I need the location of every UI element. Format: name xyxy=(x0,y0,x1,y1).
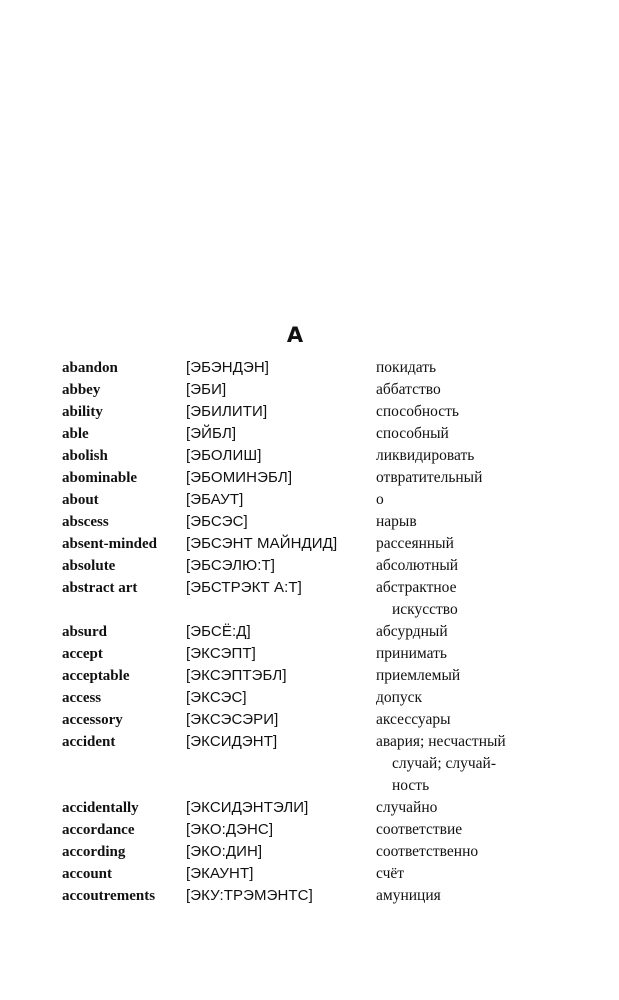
dictionary-entry xyxy=(0,885,619,907)
entry-headword: abolish xyxy=(62,448,108,464)
entry-pronunciation: [ЭБСЭС] xyxy=(186,513,248,530)
translation-line: абсурдный xyxy=(376,623,448,640)
entry-translation xyxy=(376,797,566,819)
section-letter-heading: A xyxy=(286,323,304,347)
dictionary-entry xyxy=(0,797,619,819)
entry-translation xyxy=(376,665,566,687)
entry-pronunciation: [ЭБАУТ] xyxy=(186,491,244,508)
dictionary-entry xyxy=(0,467,619,489)
translation-line: аббатство xyxy=(376,381,441,398)
entry-pronunciation: [ЭЙБЛ] xyxy=(186,425,237,442)
entry-translation xyxy=(376,445,566,467)
entry-translation xyxy=(376,423,566,445)
entry-headword: accordance xyxy=(62,822,135,838)
dictionary-entry xyxy=(0,555,619,577)
entry-pronunciation: [ЭКСЭПТЭБЛ] xyxy=(186,667,287,684)
dictionary-entry xyxy=(0,819,619,841)
translation-line: соответствие xyxy=(376,821,463,838)
entry-pronunciation: [ЭКСИДЭНТЭЛИ] xyxy=(186,799,309,816)
dictionary-entry xyxy=(0,665,619,687)
entry-headword: abbey xyxy=(62,382,101,398)
entry-headword: accept xyxy=(62,646,103,662)
entry-pronunciation: [ЭБИ] xyxy=(186,381,227,398)
translation-line: аксессуары xyxy=(376,711,451,728)
entry-translation xyxy=(376,643,566,665)
entry-translation xyxy=(376,863,566,885)
translation-line: амуниция xyxy=(376,887,441,904)
entry-headword: ability xyxy=(62,404,103,420)
entry-headword: about xyxy=(62,492,99,508)
dictionary-entry xyxy=(0,423,619,445)
dictionary-entry xyxy=(0,709,619,731)
entry-pronunciation: [ЭБОМИНЭБЛ] xyxy=(186,469,293,486)
dictionary-entry xyxy=(0,577,619,621)
entry-headword: abstract art xyxy=(62,580,138,596)
entry-translation xyxy=(376,401,566,423)
translation-line: способный xyxy=(376,425,449,442)
translation-line: покидать xyxy=(376,359,437,376)
translation-line: абстрактное xyxy=(376,579,457,596)
dictionary-entry xyxy=(0,511,619,533)
translation-line: нарыв xyxy=(376,513,417,530)
entry-translation xyxy=(376,511,566,533)
entry-headword: accident xyxy=(62,734,116,750)
entry-pronunciation: [ЭБСЁ:Д] xyxy=(186,623,251,640)
entry-translation xyxy=(376,621,566,643)
dictionary-entry xyxy=(0,841,619,863)
entry-translation xyxy=(376,577,566,621)
entry-headword: accoutrements xyxy=(62,888,156,904)
entry-headword: absurd xyxy=(62,624,108,640)
entry-headword: absolute xyxy=(62,558,116,574)
dictionary-entry xyxy=(0,863,619,885)
entry-pronunciation: [ЭБОЛИШ] xyxy=(186,447,262,464)
entry-pronunciation: [ЭКО:ДЭНС] xyxy=(186,821,274,838)
entry-headword: according xyxy=(62,844,126,860)
translation-line: искусство xyxy=(392,601,458,618)
entry-translation xyxy=(376,555,566,577)
dictionary-entry xyxy=(0,687,619,709)
entry-headword: accidentally xyxy=(62,800,139,816)
dictionary-entry xyxy=(0,401,619,423)
entry-pronunciation: [ЭКСИДЭНТ] xyxy=(186,733,278,750)
entry-translation xyxy=(376,687,566,709)
entry-translation xyxy=(376,357,566,379)
dictionary-entry xyxy=(0,621,619,643)
entry-pronunciation: [ЭКСЭСЭРИ] xyxy=(186,711,279,728)
translation-line: рассеянный xyxy=(376,535,454,552)
entry-headword: abominable xyxy=(62,470,138,486)
entry-translation xyxy=(376,489,566,511)
entry-pronunciation: [ЭКО:ДИН] xyxy=(186,843,263,860)
dictionary-entry xyxy=(0,731,619,797)
entry-translation xyxy=(376,819,566,841)
translation-line: отвратительный xyxy=(376,469,483,486)
entry-pronunciation: [ЭКСЭС] xyxy=(186,689,247,706)
entry-pronunciation: [ЭКУ:ТРЭМЭНТС] xyxy=(186,887,313,904)
dictionary-entry xyxy=(0,643,619,665)
translation-line: счёт xyxy=(376,865,405,882)
entry-headword: account xyxy=(62,866,112,882)
translation-line: случайно xyxy=(376,799,438,816)
entry-headword: absent-minded xyxy=(62,536,158,552)
dictionary-entry xyxy=(0,445,619,467)
entry-headword: acceptable xyxy=(62,668,130,684)
entry-translation xyxy=(376,467,566,489)
dictionary-entry xyxy=(0,533,619,555)
entry-headword: abandon xyxy=(62,360,118,376)
entry-pronunciation: [ЭБСЭЛЮ:Т] xyxy=(186,557,276,574)
entry-headword: abscess xyxy=(62,514,109,530)
translation-line: о xyxy=(376,491,384,508)
entry-pronunciation: [ЭБЭНДЭН] xyxy=(186,359,270,376)
translation-line: случай; случай- xyxy=(392,755,497,772)
entry-translation xyxy=(376,709,566,731)
translation-line: ность xyxy=(392,777,430,794)
entry-translation xyxy=(376,533,566,555)
translation-line: принимать xyxy=(376,645,447,662)
translation-line: абсолютный xyxy=(376,557,459,574)
entry-pronunciation: [ЭБСЭНТ МАЙНДИД] xyxy=(186,535,338,552)
entry-translation xyxy=(376,885,566,907)
entry-pronunciation: [ЭБСТРЭКТ А:Т] xyxy=(186,579,302,596)
entry-headword: able xyxy=(62,426,89,442)
entry-pronunciation: [ЭБИЛИТИ] xyxy=(186,403,268,420)
entry-pronunciation: [ЭКСЭПТ] xyxy=(186,645,256,662)
entry-headword: access xyxy=(62,690,102,706)
dictionary-entry xyxy=(0,489,619,511)
translation-line: соответственно xyxy=(376,843,479,860)
translation-line: авария; несчастный xyxy=(376,733,506,750)
entry-translation xyxy=(376,731,566,797)
translation-line: допуск xyxy=(376,689,423,706)
dictionary-entry xyxy=(0,357,619,379)
entry-translation xyxy=(376,379,566,401)
dictionary-entry xyxy=(0,379,619,401)
entry-pronunciation: [ЭКАУНТ] xyxy=(186,865,254,882)
entry-translation xyxy=(376,841,566,863)
translation-line: способность xyxy=(376,403,459,420)
entry-headword: accessory xyxy=(62,712,123,728)
translation-line: ликвидировать xyxy=(376,447,475,464)
translation-line: приемлемый xyxy=(376,667,461,684)
entry-list xyxy=(0,357,619,907)
